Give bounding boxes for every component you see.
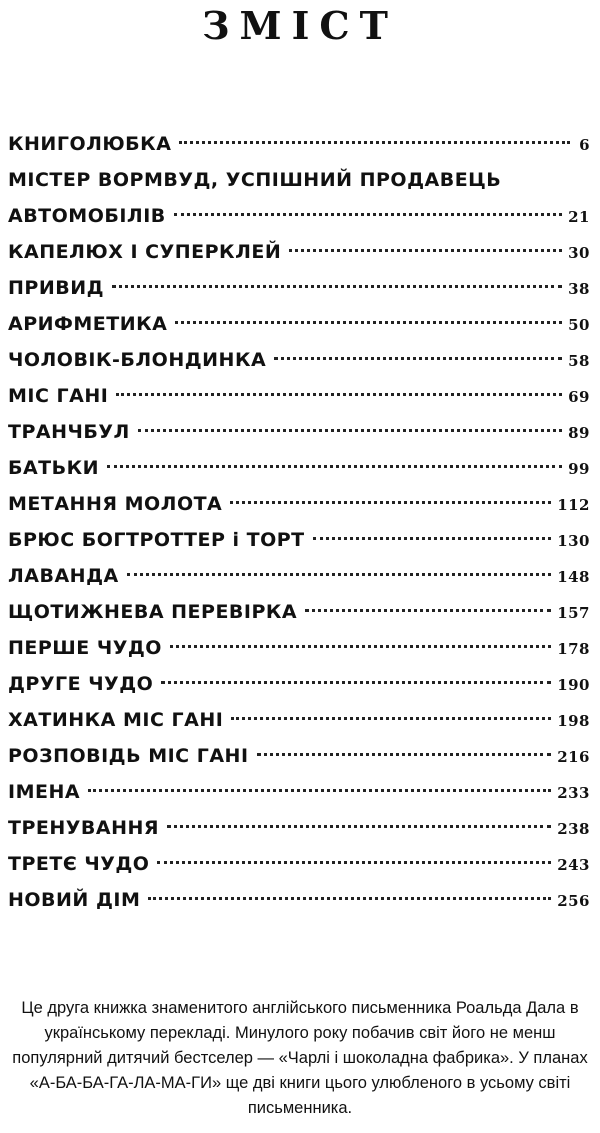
toc-entry (8, 486, 590, 522)
dot-leader (112, 285, 562, 288)
page-title: ЗМІСТ (202, 3, 398, 48)
dot-leader (167, 825, 551, 828)
toc-line (8, 378, 590, 414)
toc-line (8, 846, 590, 882)
table-of-contents (8, 126, 590, 918)
toc-entry (8, 270, 590, 306)
toc-page-number: 178 (557, 640, 590, 658)
dot-leader (305, 609, 551, 612)
toc-title: БАТЬКИ (8, 457, 100, 479)
toc-title: НОВИЙ ДІМ (8, 889, 141, 911)
toc-title: ПЕРШЕ ЧУДО (8, 637, 162, 659)
dot-leader (170, 645, 551, 648)
toc-line (8, 882, 590, 918)
toc-entry (8, 702, 590, 738)
toc-entry (8, 630, 590, 666)
dot-leader (174, 213, 562, 216)
toc-title: ТРЕТЄ ЧУДО (8, 853, 150, 875)
toc-entry (8, 594, 590, 630)
toc-entry (8, 126, 590, 162)
toc-line (8, 774, 590, 810)
toc-title: РОЗПОВІДЬ МІС ГАНІ (8, 745, 249, 767)
dot-leader (231, 717, 551, 720)
toc-line (8, 558, 590, 594)
toc-title: ЛАВАНДА (8, 565, 119, 587)
dot-leader (179, 141, 570, 144)
toc-entry (8, 342, 590, 378)
toc-title: ІМЕНА (8, 781, 81, 803)
toc-title: МЕТАННЯ МОЛОТА (8, 493, 223, 515)
dot-leader (289, 249, 562, 252)
dot-leader (127, 573, 551, 576)
dot-leader (230, 501, 551, 504)
toc-line (8, 594, 590, 630)
toc-page-number: 157 (557, 604, 590, 622)
toc-page-number: 6 (579, 136, 590, 154)
toc-line (8, 342, 590, 378)
toc-title: ПРИВИД (8, 277, 105, 299)
toc-entry (8, 738, 590, 774)
toc-entry (8, 774, 590, 810)
toc-entry (8, 558, 590, 594)
toc-entry (8, 162, 590, 234)
dot-leader (157, 861, 551, 864)
toc-line (8, 666, 590, 702)
toc-page-number: 69 (568, 388, 590, 406)
toc-page-number: 99 (568, 460, 590, 478)
toc-title: БРЮС БОГТРОТТЕР і ТОРТ (8, 529, 305, 551)
toc-title: АВТОМОБІЛІВ (8, 205, 166, 227)
toc-title: КАПЕЛЮХ І СУПЕРКЛЕЙ (8, 241, 282, 263)
dot-leader (148, 897, 551, 900)
toc-page-number: 198 (557, 712, 590, 730)
toc-line (8, 414, 590, 450)
toc-entry (8, 522, 590, 558)
toc-entry (8, 846, 590, 882)
toc-entry (8, 234, 590, 270)
dot-leader (161, 681, 551, 684)
toc-page-number: 21 (568, 208, 590, 226)
toc-title: ДРУГЕ ЧУДО (8, 673, 154, 695)
toc-line (8, 522, 590, 558)
toc-page-number: 233 (557, 784, 590, 802)
toc-line (8, 198, 590, 234)
book-blurb: Це друга книжка знаменитого англійського письменника Роальда Дала в українському перекладі. Минулого року побачив світ його не менш популярний дитячий бестселер — «Чарлі і шоколадна фабрика». У планах «А-БА-БА-ГА-ЛА-МА-ГИ» ще дві книги цього улюбленого в усьому світі письменника. (12, 999, 588, 1117)
toc-line (8, 486, 590, 522)
toc-entry (8, 306, 590, 342)
toc-page-number: 38 (568, 280, 590, 298)
dot-leader (107, 465, 562, 468)
toc-title: КНИГОЛЮБКА (8, 133, 172, 155)
toc-title: ЧОЛОВІК-БЛОНДИНКА (8, 349, 267, 371)
dot-leader (175, 321, 562, 324)
toc-page-number: 112 (557, 496, 590, 514)
toc-page-number: 190 (557, 676, 590, 694)
toc-entry (8, 810, 590, 846)
toc-page-number: 50 (568, 316, 590, 334)
toc-title: МІС ГАНІ (8, 385, 109, 407)
dot-leader (138, 429, 562, 432)
toc-title: ТРЕНУВАННЯ (8, 817, 160, 839)
dot-leader (313, 537, 552, 540)
toc-page-number: 216 (557, 748, 590, 766)
toc-line (8, 234, 590, 270)
toc-entry (8, 450, 590, 486)
dot-leader (116, 393, 562, 396)
toc-title: ТРАНЧБУЛ (8, 421, 130, 443)
toc-entry (8, 378, 590, 414)
toc-page-number: 89 (568, 424, 590, 442)
toc-page-number: 30 (568, 244, 590, 262)
toc-entry (8, 666, 590, 702)
dot-leader (257, 753, 552, 756)
toc-title: АРИФМЕТИКА (8, 313, 168, 335)
toc-title: ХАТИНКА МІС ГАНІ (8, 709, 224, 731)
toc-page-number: 256 (557, 892, 590, 910)
toc-line (8, 630, 590, 666)
toc-entry (8, 882, 590, 918)
toc-page-number: 243 (557, 856, 590, 874)
dot-leader (274, 357, 562, 360)
toc-title-first-line: МІСТЕР ВОРМВУД, УСПІШНИЙ ПРОДАВЕЦЬ (8, 169, 502, 191)
toc-line (8, 270, 590, 306)
toc-line (8, 450, 590, 486)
dot-leader (88, 789, 551, 792)
toc-line (8, 306, 590, 342)
toc-line (8, 126, 590, 162)
toc-title: ЩОТИЖНЕВА ПЕРЕВІРКА (8, 601, 298, 623)
toc-page-number: 58 (568, 352, 590, 370)
toc-page-number: 238 (557, 820, 590, 838)
toc-line (8, 702, 590, 738)
toc-page-number: 130 (557, 532, 590, 550)
toc-page-number: 148 (557, 568, 590, 586)
toc-line (8, 738, 590, 774)
toc-line (8, 810, 590, 846)
toc-entry (8, 414, 590, 450)
